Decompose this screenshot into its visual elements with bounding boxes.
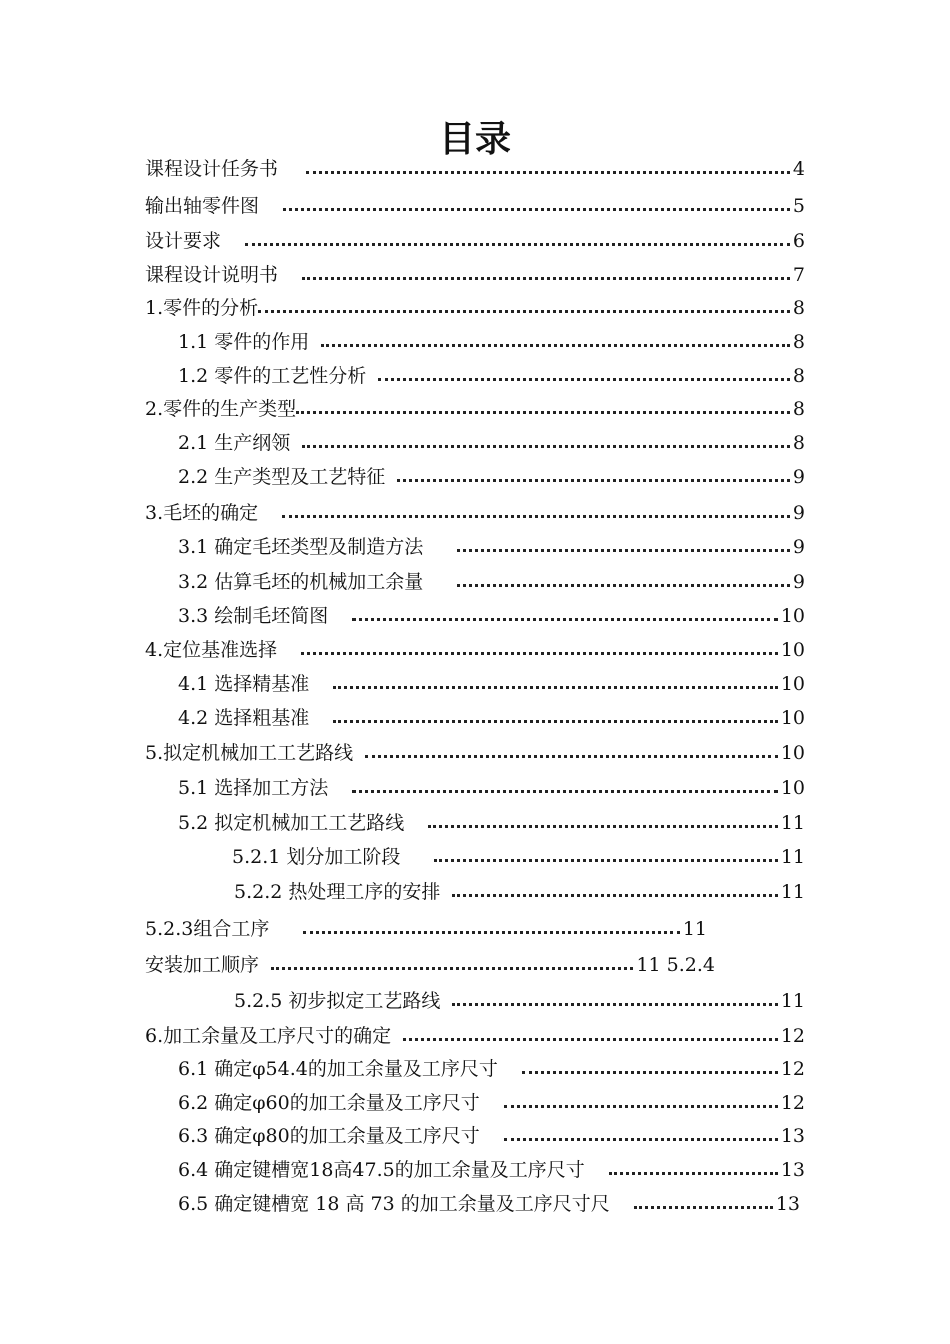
- toc-entry-page: 10: [780, 777, 805, 799]
- toc-entry-label: 4.定位基准选择: [145, 639, 278, 661]
- toc-entry[interactable]: [145, 498, 805, 528]
- toc-entry-label: 6.3 确定φ80的加工余量及工序尺寸: [178, 1125, 480, 1147]
- toc-leader-dots: [333, 719, 778, 723]
- toc-entry[interactable]: [145, 260, 805, 290]
- toc-entry-page: 12: [780, 1025, 805, 1047]
- toc-leader-dots: [301, 651, 778, 655]
- toc-entry-page: 11: [780, 990, 805, 1012]
- toc-entry-page: 11 5.2.4: [636, 954, 715, 976]
- toc-leader-dots: [504, 1104, 778, 1108]
- toc-entry-page: 10: [780, 673, 805, 695]
- toc-entry[interactable]: [145, 1021, 805, 1051]
- toc-entry-page: 10: [780, 707, 805, 729]
- toc-entry-label: 安装加工顺序: [145, 954, 260, 976]
- toc-entry-page: 8: [792, 398, 805, 420]
- toc-entry-label: 3.2 估算毛坯的机械加工余量: [178, 571, 424, 593]
- toc-entry-page: 8: [792, 297, 805, 319]
- toc-entry-label: 5.拟定机械加工工艺路线: [145, 742, 354, 764]
- toc-leader-dots: [333, 685, 778, 689]
- toc-entry-label: 5.2.3组合工序: [145, 918, 270, 940]
- toc-entry-label: 6.4 确定键槽宽18高47.5的加工余量及工序尺寸: [178, 1159, 585, 1181]
- toc-entry[interactable]: [145, 293, 805, 323]
- toc-entry-label: 2.1 生产纲领: [178, 432, 291, 454]
- toc-entry-page: 9: [792, 466, 805, 488]
- toc-leader-dots: [504, 1137, 778, 1141]
- toc-entry-page: 11: [780, 846, 805, 868]
- toc-entry[interactable]: [145, 154, 805, 184]
- toc-entry[interactable]: [145, 226, 805, 256]
- toc-entry[interactable]: [178, 462, 805, 492]
- toc-entry-label: 1.1 零件的作用: [178, 331, 310, 353]
- toc-leader-dots: [296, 410, 790, 414]
- toc-leader-dots: [258, 309, 790, 313]
- toc-entry-label: 课程设计任务书: [145, 158, 279, 180]
- toc-entry-page: 10: [780, 742, 805, 764]
- toc-leader-dots: [397, 478, 790, 482]
- toc-entry-page: 10: [780, 639, 805, 661]
- toc-entry[interactable]: [232, 842, 805, 872]
- toc-entry[interactable]: [178, 808, 805, 838]
- toc-entry[interactable]: [178, 428, 805, 458]
- toc-leader-dots: [352, 789, 778, 793]
- toc-entry[interactable]: [145, 950, 715, 980]
- toc-leader-dots: [352, 617, 778, 621]
- toc-entry[interactable]: [178, 567, 805, 597]
- toc-leader-dots: [434, 858, 777, 862]
- toc-entry-page: 13: [780, 1125, 805, 1147]
- toc-entry[interactable]: [178, 532, 805, 562]
- toc-leader-dots: [609, 1171, 778, 1175]
- toc-entry[interactable]: [178, 1121, 805, 1151]
- toc-entry-page: 5: [792, 195, 805, 217]
- toc-entry-page: 9: [792, 502, 805, 524]
- toc-leader-dots: [365, 754, 778, 758]
- toc-entry-page: 8: [792, 432, 805, 454]
- toc-leader-dots: [271, 966, 633, 970]
- toc-entry-label: 5.2.2 热处理工序的安排: [234, 881, 441, 903]
- toc-leader-dots: [306, 170, 790, 174]
- toc-entry-page: 13: [775, 1193, 800, 1215]
- toc-entry-page: 12: [780, 1092, 805, 1114]
- toc-leader-dots: [452, 1002, 777, 1006]
- toc-entry-page: 6: [792, 230, 805, 252]
- toc-leader-dots: [378, 377, 790, 381]
- toc-entry[interactable]: [178, 327, 805, 357]
- toc-leader-dots: [403, 1037, 778, 1041]
- toc-entry-label: 2.零件的生产类型: [145, 398, 297, 420]
- toc-entry-page: 4: [792, 158, 805, 180]
- toc-leader-dots: [303, 930, 679, 934]
- toc-entry-page: 9: [792, 571, 805, 593]
- toc-entry-label: 5.1 选择加工方法: [178, 777, 329, 799]
- toc-entry-page: 8: [792, 365, 805, 387]
- toc-leader-dots: [302, 276, 790, 280]
- toc-entry-page: 13: [780, 1159, 805, 1181]
- toc-entry-label: 5.2.1 划分加工阶段: [232, 846, 401, 868]
- toc-entry-label: 6.2 确定φ60的加工余量及工序尺寸: [178, 1092, 480, 1114]
- toc-leader-dots: [428, 824, 778, 828]
- toc-entry-label: 3.3 绘制毛坯简图: [178, 605, 329, 627]
- toc-entry-label: 6.1 确定φ54.4的加工余量及工序尺寸: [178, 1058, 498, 1080]
- toc-entry-label: 3.1 确定毛坯类型及制造方法: [178, 536, 424, 558]
- toc-entry-label: 4.1 选择精基准: [178, 673, 310, 695]
- toc-leader-dots: [522, 1070, 778, 1074]
- toc-leader-dots: [457, 548, 790, 552]
- toc-leader-dots: [283, 207, 790, 211]
- toc-entry[interactable]: [234, 877, 805, 907]
- toc-entry[interactable]: [145, 394, 805, 424]
- toc-entry[interactable]: [145, 738, 805, 768]
- toc-leader-dots: [245, 242, 790, 246]
- toc-entry-label: 课程设计说明书: [145, 264, 279, 286]
- toc-entry-page: 11: [780, 812, 805, 834]
- toc-leader-dots: [302, 444, 790, 448]
- toc-leader-dots: [452, 893, 777, 897]
- toc-entry[interactable]: [178, 1054, 805, 1084]
- toc-entry[interactable]: [178, 1189, 800, 1219]
- toc-entry-page: 12: [780, 1058, 805, 1080]
- toc-entry[interactable]: [178, 773, 805, 803]
- toc-entry[interactable]: [178, 703, 805, 733]
- page-title: 目录: [438, 119, 511, 160]
- toc-entry-label: 1.零件的分析: [145, 297, 259, 319]
- toc-entry[interactable]: [178, 601, 805, 631]
- toc-entry[interactable]: [178, 669, 805, 699]
- toc-leader-dots: [457, 583, 790, 587]
- toc-entry-label: 6.5 确定键槽宽 18 高 73 的加工余量及工序尺寸尺: [178, 1193, 610, 1215]
- toc-entry[interactable]: [178, 1155, 805, 1185]
- toc-entry-label: 6.加工余量及工序尺寸的确定: [145, 1025, 392, 1047]
- toc-entry-page: 10: [780, 605, 805, 627]
- toc-leader-dots: [634, 1205, 773, 1209]
- toc-leader-dots: [321, 343, 790, 347]
- toc-entry-page: 9: [792, 536, 805, 558]
- toc-entry-label: 2.2 生产类型及工艺特征: [178, 466, 386, 488]
- toc-entry-label: 输出轴零件图: [145, 195, 260, 217]
- toc-entry-label: 5.2.5 初步拟定工艺路线: [234, 990, 441, 1012]
- toc-entry-page: 7: [792, 264, 805, 286]
- toc-entry[interactable]: [145, 191, 805, 221]
- toc-entry[interactable]: [145, 914, 707, 944]
- toc-entry[interactable]: [178, 1088, 805, 1118]
- toc-entry-page: 11: [682, 918, 707, 940]
- toc-entry-page: 11: [780, 881, 805, 903]
- toc-entry[interactable]: [145, 635, 805, 665]
- toc-entry-label: 设计要求: [145, 230, 222, 252]
- toc-entry-label: 1.2 零件的工艺性分析: [178, 365, 367, 387]
- toc-entry-page: 8: [792, 331, 805, 353]
- toc-entry-label: 3.毛坯的确定: [145, 502, 259, 524]
- toc-entry-label: 4.2 选择粗基准: [178, 707, 310, 729]
- toc-leader-dots: [282, 514, 790, 518]
- toc-entry-label: 5.2 拟定机械加工工艺路线: [178, 812, 405, 834]
- toc-entry[interactable]: [178, 361, 805, 391]
- toc-entry[interactable]: [234, 986, 805, 1016]
